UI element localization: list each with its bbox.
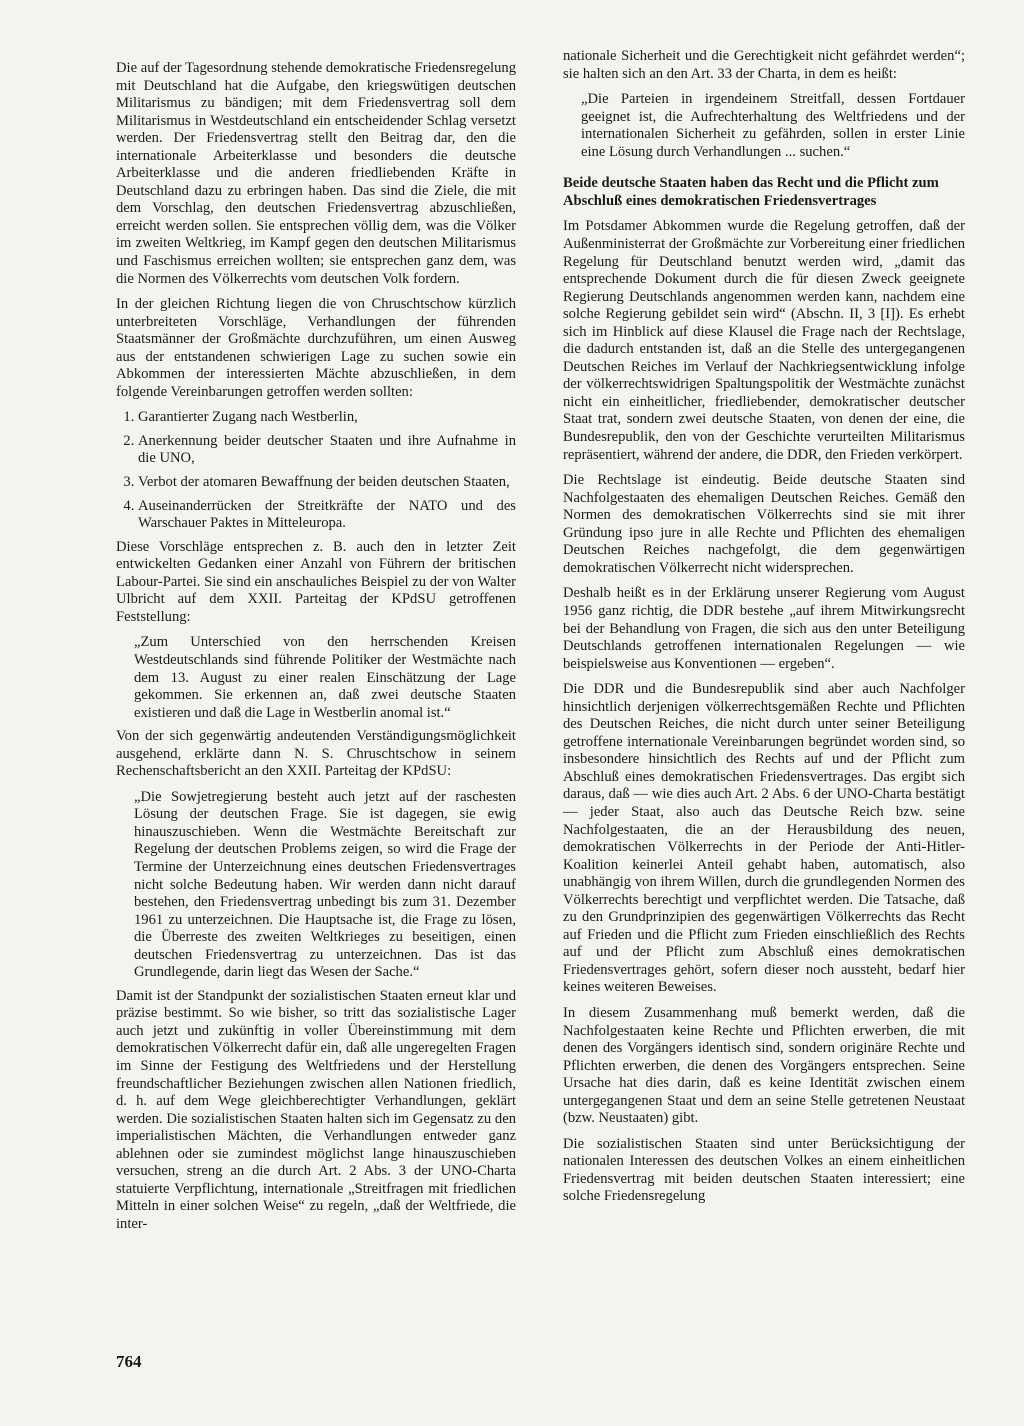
list-item: 1. Garantierter Zugang nach Westberlin,: [138, 409, 516, 427]
left-column: [116, 60, 516, 1241]
numbered-list: [116, 409, 516, 532]
paragraph: In der gleichen Richtung liegen die von Chruschtschow kürzlich unterbreiteten Vorschläge, Verhandlungen der führenden Staatsmänner der Großmächte durchzuführen, um einen Ausweg aus der entstandenen schwierigen Lage zu suchen sowie ein Abkommen der interessierten Mächte abzuschließen, in dem folgende Vereinbarungen getroffen werden sollten:: [116, 296, 516, 400]
list-item: 4. Auseinanderrücken der Streitkräfte der NATO und des Warschauer Paktes in Mitteleuropa.: [138, 498, 516, 533]
block-quote: „Die Sowjetregierung besteht auch jetzt auf der raschesten Lösung der deutschen Frage. Sie ist dagegen, sie ewig hinauszuschieben. Wenn die Westmächte Bereitschaft zur Regelung der deutschen Problems zeigen, so wird die Frage der Termine der Unterzeichnung eines deutschen Friedensvertrages nicht solche Bedeutung haben. Wir werden dann nicht darauf bestehen, den Friedensvertrag unbedingt bis zum 31. Dezember 1961 zu unterzeichnen. Die Hauptsache ist, die Frage zu lösen, die Überreste des zweiten Weltkrieges zu beseitigen, einen deutschen Friedensvertrag zu unterzeichnen. Das ist das Grundlegende, darin liegt das Wesen der Sache.“: [134, 788, 516, 981]
paragraph: Die auf der Tagesordnung stehende demokratische Friedensregelung mit Deutschland hat die Aufgabe, den kriegswütigen deutschen Militarismus zu bändigen; mit dem Friedensvertrag soll dem Militarismus in Westdeutschland ein entscheidender Schlag versetzt werden. Der Friedensvertrag stellt den Beitrag dar, den die internationale Arbeiterklasse und besonders die deutsche Arbeiterklasse und die anderen friedliebenden Kräfte in Deutschland dazu zu erbringen haben. Das sind die Ziele, die mit dem Vorschlag, den deutschen Friedensvertrag abzuschließen, erreicht werden sollen. Sie entsprechen völlig dem, was die Völker im zweiten Weltkrieg, im Kampf gegen den deutschen Militarismus und Faschismus erreichen wollten; sie entsprechen ganz dem, was die Normen des Völkerrechts vom deutschen Volk fordern.: [116, 60, 516, 287]
paragraph: Deshalb heißt es in der Erklärung unserer Regierung vom August 1956 ganz richtig, die DDR bestehe „auf ihrem Mitwirkungsrecht bei der Behandlung von Fragen, die sich aus den unter Beteiligung Deutschlands getroffenen internationalen Regelungen — wie beispielsweise aus Konventionen — ergeben“.: [563, 585, 965, 672]
paragraph: nationale Sicherheit und die Gerechtigkeit nicht gefährdet werden“; sie halten sich an den Art. 33 der Charta, in dem es heißt:: [563, 48, 965, 82]
list-item: 2. Anerkennung beider deutscher Staaten und ihre Aufnahme in die UNO,: [138, 433, 516, 468]
section-heading: Beide deutsche Staaten haben das Recht und die Pflicht zum Abschluß eines demokratischen Friedensvertrages: [563, 175, 939, 209]
list-item: 3. Verbot der atomaren Bewaffnung der beiden deutschen Staaten,: [138, 474, 516, 492]
paragraph: Die sozialistischen Staaten sind unter Berücksichtigung der nationalen Interessen des deutschen Volkes an einem einheitlichen Friedensvertrag mit beiden deutschen Staaten interessiert; eine solche Friedensregelung: [563, 1135, 965, 1205]
paragraph: Die DDR und die Bundesrepublik sind aber auch Nachfolger hinsichtlich derjenigen völkerrechtsgemäßen Rechte und Pflichten des Deutschen Reiches, die nicht durch unter seiner Beteiligung getroffene internationale Vereinbarungen begründet worden sind, so insbesondere hinsichtlich des Rechts auf und der Pflicht zum Abschluß eines demokratischen Friedensvertrages. Das ergibt sich daraus, daß — wie dies auch Art. 2 Abs. 6 der UNO-Charta bestätigt— jeder Staat, also auch das Deutsche Reich bzw. seine Nachfolgestaaten, die an der Herausbildung des neuen, demokratischen Völkerrechts in der Periode der Anti-Hitler-Koalition keinerlei Anteil gehabt haben, automatisch, also unabhängig von ihrem Willen, durch die grundlegenden Normen des Völkerrechts berechtigt und verpflichtet werden. Die Tatsache, daß zu den Grundprinzipien des gegenwärtigen Völkerrechts das Recht auf Frieden und die Pflicht zum Frieden einschließlich des Rechts auf und der Pflicht zum Abschluß eines demokratischen Friedensvertrages gehört, sofern dieser noch aussteht, bedarf hier keines weiteren Beweises.: [563, 681, 965, 996]
block-quote: „Die Parteien in irgendeinem Streitfall, dessen Fortdauer geeignet ist, die Aufrechterhaltung des Weltfriedens und der internationalen Sicherheit zu gefährden, sollen in erster Linie eine Lösung durch Verhandlungen ... suchen.“: [581, 91, 965, 160]
paragraph: Die Rechtslage ist eindeutig. Beide deutsche Staaten sind Nachfolgestaaten des ehemaligen Deutschen Reiches. Gemäß den Normen des demokratischen Völkerrechts sind sie mit ihrer Gründung ipso jure in alle Rechte und Pflichten des ehemaligen Deutschen Reiches nachgefolgt, die dem gegenwärtigen demokratischen Völkerrecht nicht widersprechen.: [563, 472, 965, 576]
block-quote: „Zum Unterschied von den herrschenden Kreisen Westdeutschlands sind führende Politiker der Westmächte nach dem 13. August zu einer realen Einschätzung der Lage gekommen. Sie erkennen an, daß zwei deutsche Staaten existieren und daß die Lage in Westberlin anomal ist.“: [134, 634, 516, 721]
paragraph: In diesem Zusammenhang muß bemerkt werden, daß die Nachfolgestaaten keine Rechte und Pflichten erwerben, die mit denen des Vorgängers identisch sind, sondern originäre Rechte und Pflichten erwerben, die denen des Vorgängers entsprechen. Seine Ursache hat dies darin, daß es keine Identität zwischen einem untergegangenen Staat und dem an seine Stelle getretenen Neustaat (bzw. Neustaaten) gibt.: [563, 1004, 965, 1127]
page-number: 764: [116, 1352, 142, 1371]
paragraph: Im Potsdamer Abkommen wurde die Regelung getroffen, daß der Außenministerrat der Großmächte zur Vorbereitung einer friedlichen Regelung für Deutschland benutzt werden wird, „damit das entsprechende Dokument durch die für diesen Zweck geeignete Regierung Deutschlands angenommen werden kann, nachdem eine solche Regierung gebildet sein wird“ (Abschn. II, 3 [I]). Es erhebt sich im Hinblick auf diese Klausel die Frage nach der Rechtslage, die dadurch entstanden ist, daß an die Stelle des untergegangenen Deutschen Reiches im Verlauf der Nachkriegsentwicklung infolge der völkerrechtswidrigen Spaltungspolitik der Westmächte zunächst nicht ein einheitlicher, friedliebender, demokratischer deutscher Staat trat, sondern zwei deutsche Staaten, von denen der eine, die Bundesrepublik, den von der Geschichte verurteilten Militarismus repräsentiert, während der andere, die DDR, den Frieden verkörpert.: [563, 218, 965, 463]
paragraph: Diese Vorschläge entsprechen z. B. auch den in letzter Zeit entwickelten Gedanken einer Anzahl von Führern der britischen Labour-Partei. Sie sind ein anschauliches Beispiel zu der von Walter Ulbricht auf dem XXII. Parteitag der KPdSU getroffenen Feststellung:: [116, 538, 516, 625]
right-column: [563, 48, 965, 1214]
paragraph: Von der sich gegenwärtig andeutenden Verständigungsmöglichkeit ausgehend, erklärte dann N. S. Chruschtschow in seinem Rechenschaftsbericht an den XXII. Parteitag der KPdSU:: [116, 728, 516, 780]
paragraph: Damit ist der Standpunkt der sozialistischen Staaten erneut klar und präzise bestimmt. So wie bisher, so tritt das sozialistische Lager auch jetzt und zukünftig in voller Übereinstimmung mit dem demokratischen Völkerrecht dafür ein, daß alle ungeregelten Fragen im Sinne der Festigung des Weltfriedens und der Herstellung freundschaftlicher Beziehungen zwischen allen Nationen friedlich, d. h. auf dem Wege gleichberechtigter Verhandlungen, geklärt werden. Die sozialistischen Staaten halten sich im Gegensatz zu den imperialistischen Mächten, die Verhandlungen entweder ganz ablehnen oder sie zumindest möglichst lange hinauszuschieben versuchen, streng an die durch Art. 2 Abs. 3 der UNO-Charta statuierte Verpflichtung, internationale „Streitfragen mit friedlichen Mitteln in einer solchen Weise“ zu regeln, „daß der Weltfriede, die inter-: [116, 987, 516, 1232]
